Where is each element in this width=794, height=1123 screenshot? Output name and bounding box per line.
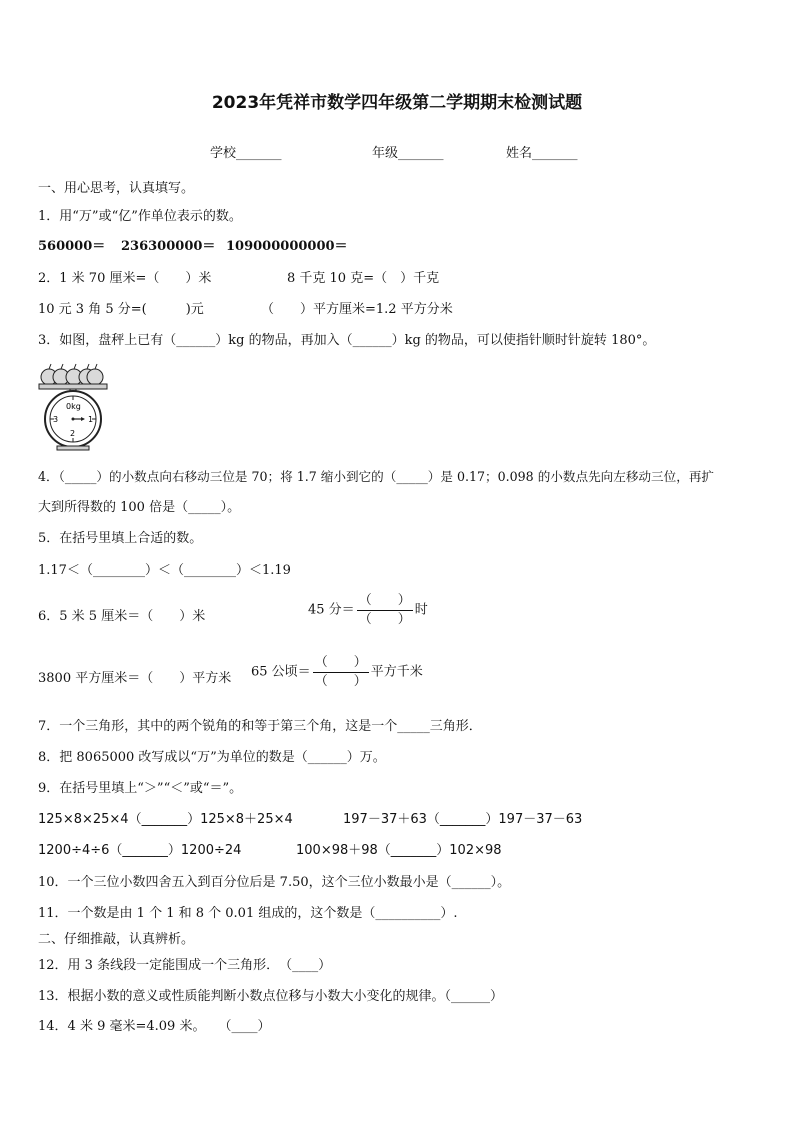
question-2-c: 10 元 3 角 5 分=( )元 [38,302,204,317]
dial-label-three: 3 [53,415,59,424]
name-field: 姓名_______ [506,146,578,161]
dial-label-one: 1 [88,415,94,424]
question-8: 8．把 8065000 改写成以“万”为单位的数是（______）万。 [38,750,386,765]
question-13: 13．根据小数的意义或性质能判断小数点位移与小数大小变化的规律。（______） [38,989,504,1004]
question-6-d [251,655,423,690]
scale-base [57,446,89,450]
apple-icon [41,364,103,385]
question-7: 7．一个三角形，其中的两个锐角的和等于第三个角，这是一个_____三角形． [38,719,482,734]
question-1-item-3: 109000000000＝ [226,239,348,254]
scale-pan [39,384,107,389]
dial-label-zero: 0kg [66,402,81,411]
fraction-denominator: （ ） [314,674,367,689]
question-2-d: （ ）平方厘米=1.2 平方分米 [261,302,453,317]
question-6-d-prefix: 65 公顷＝ [251,664,311,680]
dial-label-two: 2 [70,429,76,438]
fraction-denominator: （ ） [358,612,411,627]
question-5: 5．在括号里填上合适的数。 [38,531,203,546]
question-2-b: 8 千克 10 克=（ ）千克 [287,271,440,286]
question-6-d-fraction [313,655,369,690]
question-6-b [308,593,428,628]
fraction-numerator: （ ） [313,655,369,673]
question-9: 9．在括号里填上“＞”“＜”或“＝”。 [38,781,243,796]
question-1-item-2: 236300000＝ [121,239,216,254]
page-title: 2023年凭祥市数学四年级第二学期期末检测试题 [211,93,583,113]
question-11: 11．一个数是由 1 个 1 和 8 个 0.01 组成的，这个数是（__________）. [38,906,458,921]
question-6-a: 6．5 米 5 厘米＝（ ）米 [38,609,206,624]
question-6-b-fraction [357,593,413,628]
question-4-line-2: 大到所得数的 100 倍是（_____）。 [38,500,241,515]
question-6-d-suffix: 平方千米 [370,664,423,680]
fraction-numerator: （ ） [357,593,413,611]
question-14: 14．4 米 9 毫米=4.09 米。 （____） [38,1019,271,1034]
question-9-d: 100×98＋98（_______）102×98 [296,843,502,858]
question-12: 12．用 3 条线段一定能围成一个三角形． （____） [38,958,332,973]
question-5-expression: 1.17＜（________）＜（________）＜1.19 [38,563,291,578]
question-6-b-prefix: 45 分＝ [308,602,355,618]
school-field: 学校_______ [210,146,282,161]
question-1: 1．用“万”或“亿”作单位表示的数。 [38,209,242,224]
section-2-heading: 二、仔细推敲，认真辨析。 [38,932,195,947]
section-1-heading: 一、用心思考，认真填写。 [38,181,195,196]
question-9-b: 197－37＋63（_______）197－37－63 [343,812,583,827]
question-10: 10．一个三位小数四舍五入到百分位后是 7.50，这个三位小数最小是（______）。 [38,875,511,890]
question-4-line-1: 4．（_____）的小数点向右移动三位是 70；将 1.7 缩小到它的（_____）是 0.17；0.098 的小数点先向左移动三位，再扩 [38,469,715,484]
question-6-b-suffix: 时 [414,602,428,618]
scale-illustration [36,358,112,456]
question-1-item-1: 560000＝ [38,239,106,254]
question-9-a: 125×8×25×4（_______）125×8＋25×4 [38,812,293,827]
question-9-c: 1200÷4÷6（_______）1200÷24 [38,843,242,858]
question-3: 3．如图，盘秤上已有（______）kg 的物品，再加入（______）kg 的物品，可以使指针顺时针旋转 180°。 [38,333,656,348]
question-2-a: 2．1 米 70 厘米=（ ）米 [38,271,212,286]
question-6-c: 3800 平方厘米＝（ ）平方米 [38,671,232,686]
grade-field: 年级_______ [372,146,444,161]
